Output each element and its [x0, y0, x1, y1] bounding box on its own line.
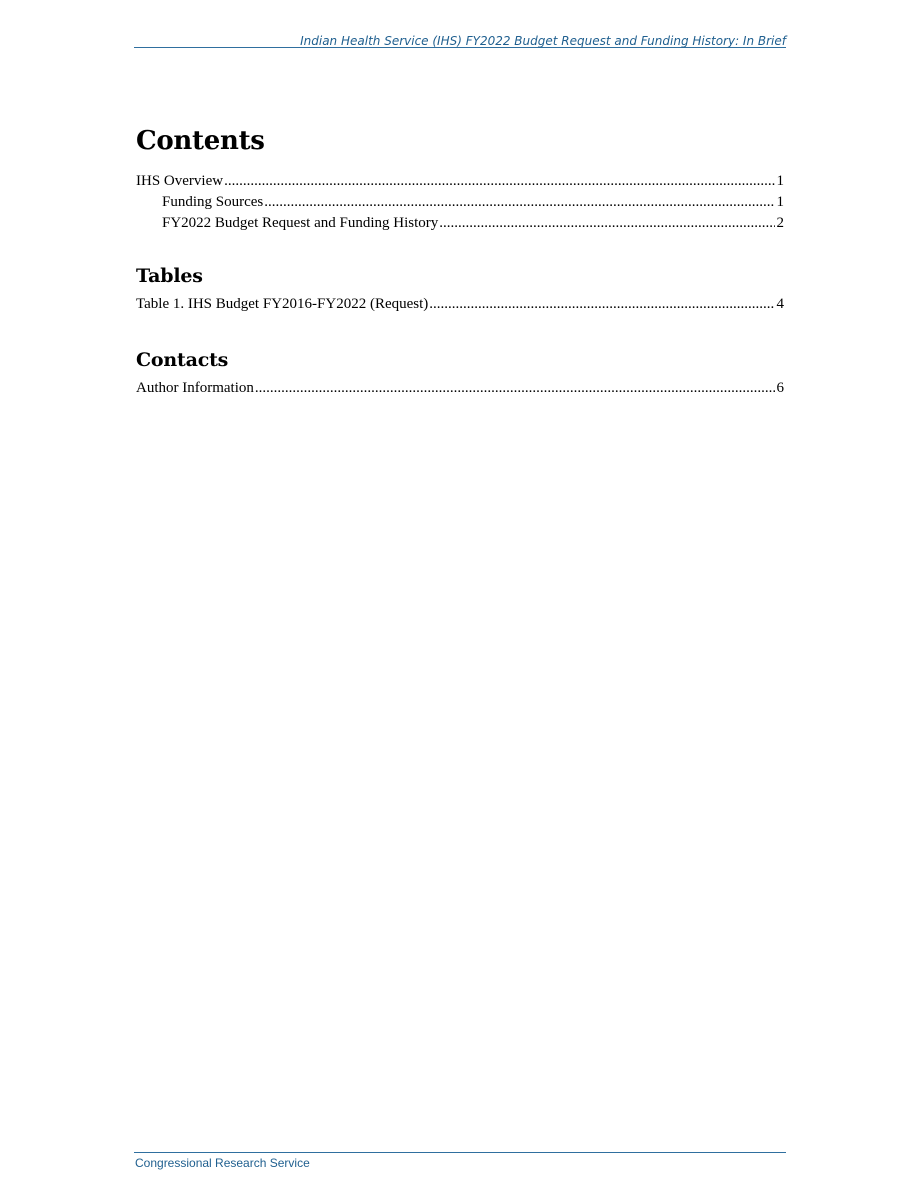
- tables-list: [136, 295, 784, 314]
- toc-entry-funding-sources[interactable]: [136, 193, 784, 212]
- tables-heading: Tables: [136, 265, 203, 287]
- toc-entry-page: 6: [776, 380, 784, 396]
- toc-entry-title: Funding Sources: [162, 194, 264, 210]
- toc-entry-title: Author Information: [136, 380, 254, 396]
- toc-entry-fy2022-budget-request[interactable]: [136, 214, 784, 233]
- page-footer: [134, 1152, 786, 1171]
- section-spacer: [136, 316, 784, 347]
- toc-entry-page: 1: [776, 173, 784, 189]
- toc-leader-dots: [429, 295, 774, 314]
- toc-entry-page: 2: [776, 215, 784, 231]
- table-of-contents: [136, 124, 784, 400]
- toc-entry-table-1[interactable]: [136, 295, 784, 314]
- toc-leader-dots: [264, 193, 774, 212]
- toc-entry-title: Table 1. IHS Budget FY2016-FY2022 (Request): [136, 296, 429, 312]
- contacts-heading: Contacts: [136, 349, 229, 371]
- contacts-list: [136, 379, 784, 398]
- toc-entry-title: IHS Overview: [136, 173, 224, 189]
- page-header: [134, 32, 786, 48]
- header-title: Indian Health Service (IHS) FY2022 Budget Request and Funding History: In Brief: [300, 34, 786, 48]
- toc-entry-author-information[interactable]: [136, 379, 784, 398]
- footer-text: Congressional Research Service: [135, 1156, 310, 1170]
- toc-entry-page: 1: [776, 194, 784, 210]
- toc-entry-title: FY2022 Budget Request and Funding History: [162, 215, 439, 231]
- section-spacer: [136, 235, 784, 263]
- toc-entry-page: 4: [776, 296, 784, 312]
- toc-leader-dots: [255, 379, 775, 398]
- contents-list: [136, 172, 784, 233]
- toc-leader-dots: [224, 172, 774, 191]
- contents-heading: Contents: [136, 126, 265, 156]
- toc-leader-dots: [439, 214, 774, 233]
- toc-entry-ihs-overview[interactable]: [136, 172, 784, 191]
